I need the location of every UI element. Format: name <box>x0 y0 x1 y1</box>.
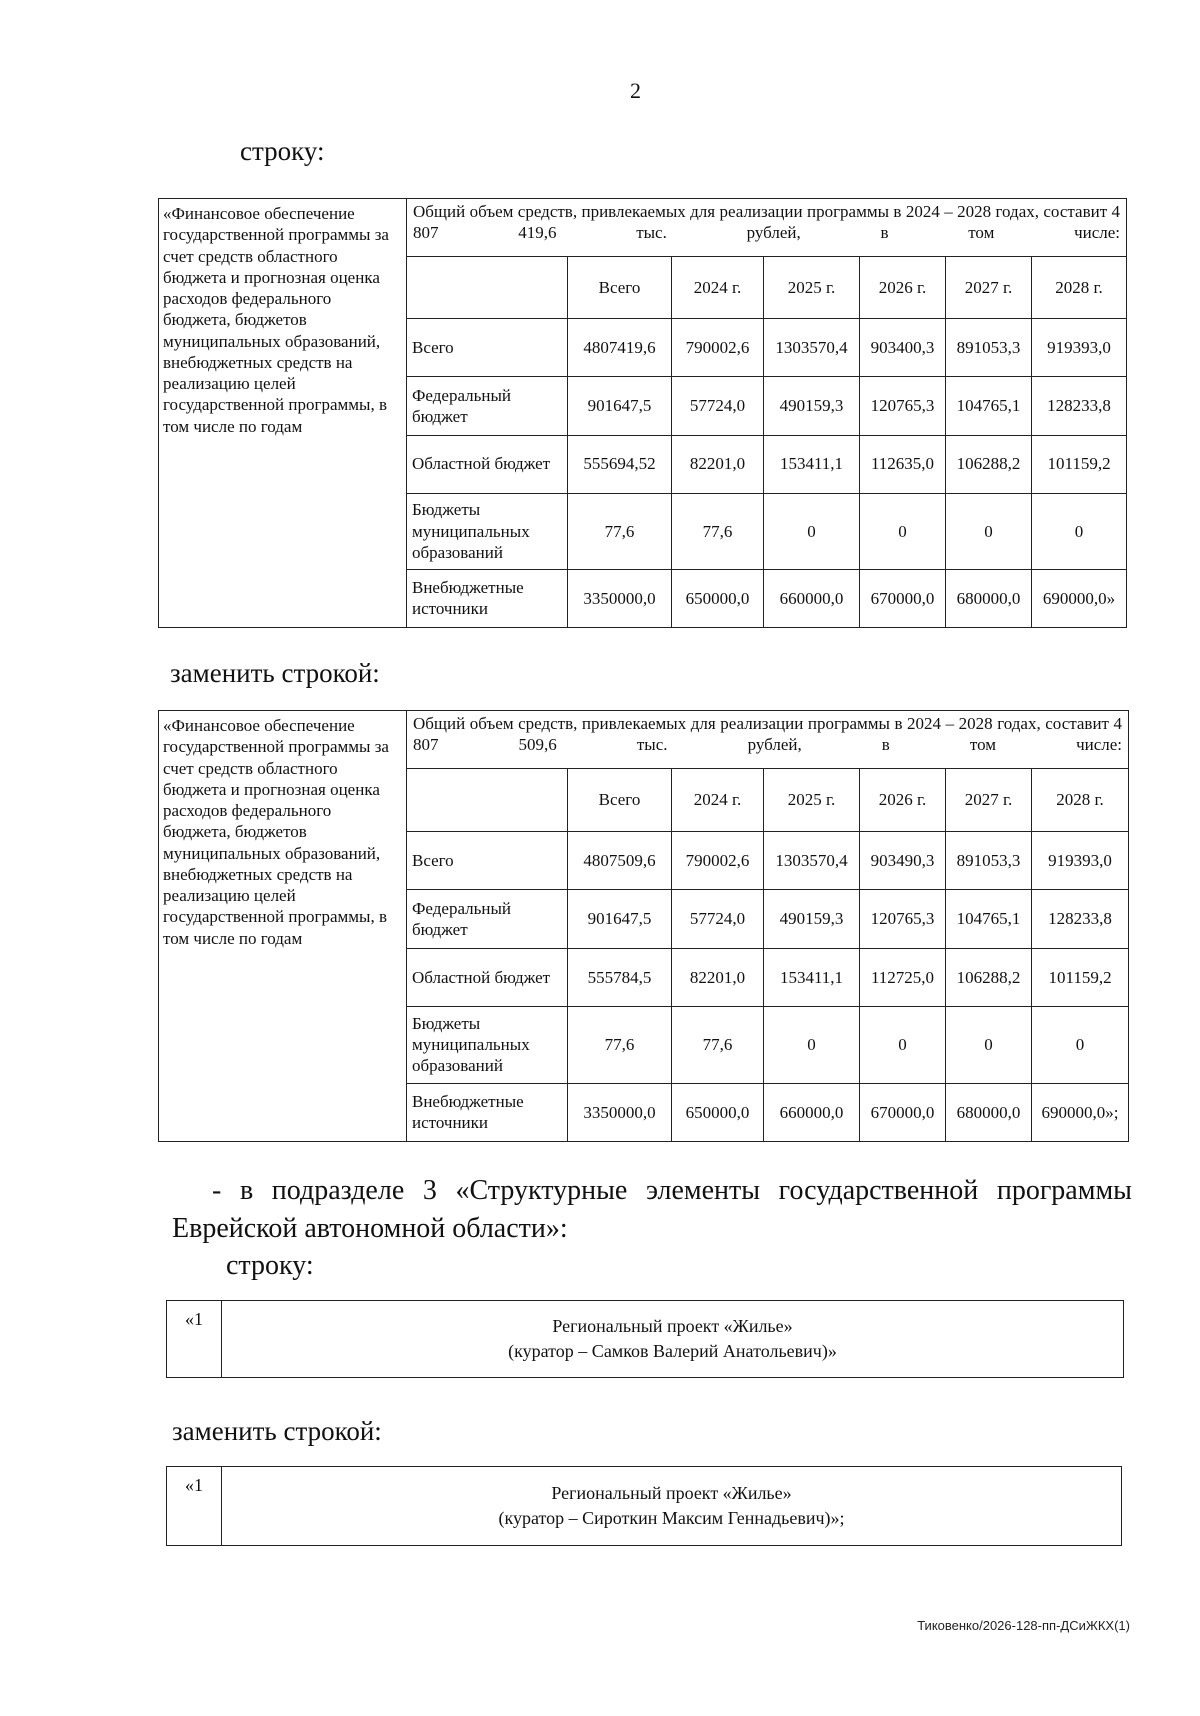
project-name-cell <box>222 1467 1122 1546</box>
row-label: Бюджеты муниципальных образований <box>407 493 568 569</box>
cell: 57724,0 <box>672 377 764 435</box>
table-left-cell: «Финансовое обеспечение государственной программы за счет средств областного бюджета и прогнозная оценка расходов федерального бюджета, бюджетов муниципальных образований, внебюджетных средств на реализацию целей государственной программы, в том числе по годам <box>159 199 407 628</box>
row-label: Областной бюджет <box>407 948 568 1006</box>
cell: 120765,3 <box>860 890 946 948</box>
cell: 690000,0»; <box>1032 1083 1129 1141</box>
cell: 680000,0 <box>946 569 1032 627</box>
table-intro: Общий объем средств, привлекаемых для реализации программы в 2024 – 2028 годах, составит 4 807 509,6 тыс. рублей, в том числе: <box>407 711 1129 769</box>
label-replace-2: заменить строкой: <box>172 1416 382 1446</box>
cell: 790002,6 <box>672 319 764 377</box>
cell: 0 <box>860 493 946 569</box>
row-label: Внебюджетные источники <box>407 1083 568 1141</box>
header-2025: 2025 г. <box>764 257 860 319</box>
header-2028: 2028 г. <box>1032 257 1127 319</box>
project-index: «1 <box>167 1467 222 1546</box>
section-paragraph: - в подразделе 3 «Структурные элементы государственной программы Еврейской автономной области»: <box>172 1175 1132 1244</box>
project-curator: (куратор – Самков Валерий Анатольевич)» <box>508 1341 837 1361</box>
cell: 120765,3 <box>860 377 946 435</box>
header-2025: 2025 г. <box>764 769 860 831</box>
cell: 919393,0 <box>1032 831 1129 889</box>
project-name-cell <box>222 1301 1124 1378</box>
cell: 4807419,6 <box>568 319 672 377</box>
cell: 919393,0 <box>1032 319 1127 377</box>
header-2027: 2027 г. <box>946 769 1032 831</box>
row-label: Федеральный бюджет <box>407 890 568 948</box>
cell: 490159,3 <box>764 890 860 948</box>
cell: 680000,0 <box>946 1083 1032 1141</box>
cell: 153411,1 <box>764 948 860 1006</box>
cell: 670000,0 <box>860 1083 946 1141</box>
cell: 670000,0 <box>860 569 946 627</box>
label-replace: заменить строкой: <box>170 658 380 688</box>
page-number: 2 <box>630 78 641 103</box>
row-label: Федеральный бюджет <box>407 377 568 435</box>
cell: 3350000,0 <box>568 1083 672 1141</box>
project-table-old <box>166 1300 1124 1378</box>
cell: 0 <box>946 493 1032 569</box>
cell: 660000,0 <box>764 569 860 627</box>
cell: 77,6 <box>568 493 672 569</box>
row-label: Всего <box>407 319 568 377</box>
header-total: Всего <box>568 769 672 831</box>
project-title: Региональный проект «Жилье» <box>552 1315 793 1336</box>
cell: 0 <box>764 493 860 569</box>
cell: 77,6 <box>672 493 764 569</box>
header-2027: 2027 г. <box>946 257 1032 319</box>
header-2024: 2024 г. <box>672 769 764 831</box>
cell: 0 <box>946 1007 1032 1084</box>
header-2028: 2028 г. <box>1032 769 1129 831</box>
cell: 112725,0 <box>860 948 946 1006</box>
cell: 104765,1 <box>946 890 1032 948</box>
cell: 891053,3 <box>946 319 1032 377</box>
cell: 77,6 <box>672 1007 764 1084</box>
cell: 128233,8 <box>1032 890 1129 948</box>
cell: 77,6 <box>568 1007 672 1084</box>
table-left-cell: «Финансовое обеспечение государственной программы за счет средств областного бюджета и прогнозная оценка расходов федерального бюджета, бюджетов муниципальных образований, внебюджетных средств на реализацию целей государственной программы, в том числе по годам <box>159 711 407 1142</box>
cell: 555694,52 <box>568 435 672 493</box>
cell: 1303570,4 <box>764 831 860 889</box>
cell: 490159,3 <box>764 377 860 435</box>
cell: 82201,0 <box>672 948 764 1006</box>
project-curator: (куратор – Сироткин Максим Геннадьевич)»; <box>498 1508 845 1528</box>
cell: 104765,1 <box>946 377 1032 435</box>
cell: 106288,2 <box>946 435 1032 493</box>
label-row-2: строку: <box>226 1250 314 1281</box>
label-row: строку: <box>240 136 325 166</box>
cell: 153411,1 <box>764 435 860 493</box>
cell: 690000,0» <box>1032 569 1127 627</box>
cell: 128233,8 <box>1032 377 1127 435</box>
row-label: Всего <box>407 831 568 889</box>
cell: 101159,2 <box>1032 435 1127 493</box>
cell: 0 <box>860 1007 946 1084</box>
header-blank-cell <box>407 257 568 319</box>
cell: 660000,0 <box>764 1083 860 1141</box>
cell: 112635,0 <box>860 435 946 493</box>
cell: 101159,2 <box>1032 948 1129 1006</box>
cell: 650000,0 <box>672 569 764 627</box>
row-label: Областной бюджет <box>407 435 568 493</box>
cell: 555784,5 <box>568 948 672 1006</box>
project-title: Региональный проект «Жилье» <box>551 1482 792 1503</box>
cell: 82201,0 <box>672 435 764 493</box>
document-footer-code: Тиковенко/2026-128-пп-ДСиЖКХ(1) <box>917 1618 1130 1633</box>
cell: 0 <box>764 1007 860 1084</box>
cell: 0 <box>1032 493 1127 569</box>
cell: 790002,6 <box>672 831 764 889</box>
header-2026: 2026 г. <box>860 257 946 319</box>
cell: 0 <box>1032 1007 1129 1084</box>
cell: 57724,0 <box>672 890 764 948</box>
cell: 1303570,4 <box>764 319 860 377</box>
project-index: «1 <box>167 1301 222 1378</box>
financing-table-old <box>158 198 1127 628</box>
project-table-new <box>166 1466 1122 1546</box>
header-2026: 2026 г. <box>860 769 946 831</box>
cell: 3350000,0 <box>568 569 672 627</box>
row-label: Бюджеты муниципальных образований <box>407 1007 568 1084</box>
header-blank-cell <box>407 769 568 831</box>
header-2024: 2024 г. <box>672 257 764 319</box>
cell: 901647,5 <box>568 377 672 435</box>
financing-table-new <box>158 710 1129 1142</box>
cell: 106288,2 <box>946 948 1032 1006</box>
cell: 650000,0 <box>672 1083 764 1141</box>
cell: 903490,3 <box>860 831 946 889</box>
row-label: Внебюджетные источники <box>407 569 568 627</box>
cell: 4807509,6 <box>568 831 672 889</box>
cell: 891053,3 <box>946 831 1032 889</box>
cell: 903400,3 <box>860 319 946 377</box>
header-total: Всего <box>568 257 672 319</box>
cell: 901647,5 <box>568 890 672 948</box>
table-intro: Общий объем средств, привлекаемых для реализации программы в 2024 – 2028 годах, составит 4 807 419,6 тыс. рублей, в том числе: <box>407 199 1127 257</box>
